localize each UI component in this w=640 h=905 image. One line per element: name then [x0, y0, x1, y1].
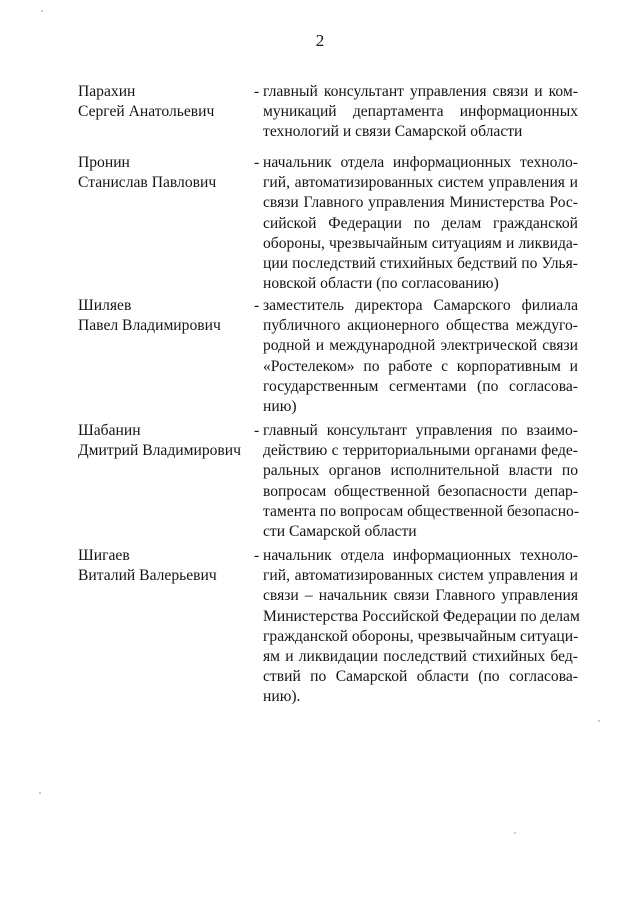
description-line: связи Главного управления Министерства Рос-: [263, 194, 578, 212]
position-description: [263, 421, 578, 542]
person-name: [78, 421, 248, 461]
description-line: публичного акционерного общества междуго-: [263, 317, 578, 335]
position-description: [263, 82, 578, 143]
dash: -: [254, 154, 260, 171]
description-line: гий, автоматизированных систем управления и: [263, 567, 578, 585]
position-description: [263, 296, 578, 417]
description-line: ции последствий стихийных бедствий по Улья-: [263, 255, 578, 273]
scan-speck: [598, 720, 600, 722]
scan-speck: [41, 10, 43, 12]
description-line: государственным сегментами (по согласова-: [263, 377, 578, 395]
description-line: связи – начальник связи Главного управления: [263, 587, 578, 605]
surname: Шиляев: [78, 297, 132, 314]
description-line: главный консультант управления связи и ком-: [263, 83, 578, 100]
description-line: гий, автоматизированных систем управления и: [263, 174, 578, 192]
dash: -: [254, 83, 260, 100]
dash: -: [254, 422, 260, 439]
description-line: сти Самарской области: [263, 523, 417, 541]
given-names: Сергей Анатольевич: [78, 103, 215, 121]
position-description: [263, 153, 578, 294]
description-line: гражданской обороны, чрезвычайным ситуаци-: [263, 627, 579, 645]
page-number: 2: [315, 31, 325, 50]
description-line: родной и международной электрической связи: [263, 337, 578, 355]
description-line: Министерства Российской Федерации по делам: [263, 607, 580, 625]
description-line: тамента по вопросам общественной безопасно-: [263, 502, 580, 520]
description-line: главный консультант управления по взаимо-: [263, 422, 578, 439]
dash: -: [254, 297, 260, 314]
person-name: [78, 153, 248, 193]
description-line: вопросам общественной безопасности депар-: [263, 482, 578, 500]
given-names: Станислав Павлович: [78, 174, 217, 192]
scan-speck: [39, 792, 41, 794]
dash: -: [254, 547, 260, 564]
description-line: обороны, чрезвычайным ситуациям и ликвида-: [263, 234, 578, 252]
surname: Шабанин: [78, 422, 141, 439]
given-names: Павел Владимирович: [78, 317, 221, 335]
position-description: [263, 546, 578, 708]
surname: Пронин: [78, 154, 130, 171]
person-name: [78, 296, 248, 336]
description-line: начальник отдела информационных техноло-: [263, 154, 578, 171]
given-names: Виталий Валерьевич: [78, 567, 217, 585]
description-line: новской области (по согласованию): [263, 275, 499, 293]
description-line: технологий и связи Самарской области: [263, 123, 523, 141]
surname: Парахин: [78, 83, 136, 100]
description-line: заместитель директора Самарского филиала: [263, 297, 578, 314]
person-name: [78, 546, 248, 586]
given-names: Дмитрий Владимирович: [78, 442, 241, 460]
person-name: [78, 82, 248, 122]
description-line: сийской Федерации по делам гражданской: [263, 214, 578, 232]
description-line: «Ростелеком» по работе с корпоративным и: [263, 357, 578, 375]
surname: Шигаев: [78, 547, 130, 564]
description-line: нию).: [263, 688, 301, 706]
description-line: начальник отдела информационных техноло-: [263, 547, 578, 564]
description-line: ствий по Самарской области (по согласова-: [263, 668, 578, 686]
description-line: ям и ликвидации последствий стихийных бед-: [263, 648, 578, 666]
description-line: действию с территориальными органами феде-: [263, 442, 578, 460]
scan-speck: [514, 832, 516, 834]
description-line: муникаций департамента информационных: [263, 103, 578, 121]
description-line: ральных органов исполнительной власти по: [263, 462, 578, 480]
description-line: нию): [263, 398, 297, 416]
